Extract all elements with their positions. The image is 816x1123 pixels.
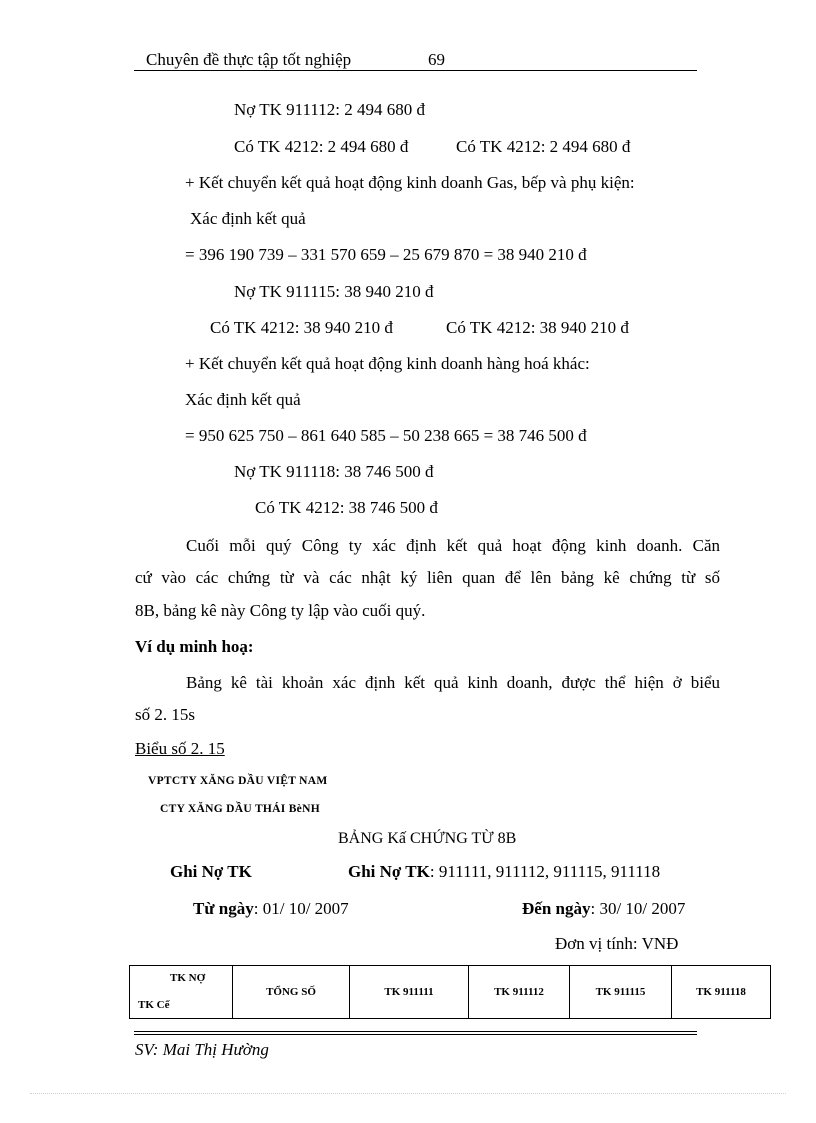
entry-line: = 396 190 739 – 331 570 659 – 25 679 870 = 38 940 210 đ — [185, 245, 587, 264]
date-from-label: Từ ngày — [193, 899, 254, 918]
entry-line: Xác định kết quả — [190, 209, 306, 228]
entry-line: + Kết chuyển kết quả hoạt động kinh doanh Gas, bếp và phụ kiện: — [185, 173, 635, 192]
table-header-cell: TK 911111 — [350, 966, 469, 1019]
form-label: Biểu số 2. 15 — [135, 739, 225, 758]
debit-accounts — [348, 862, 660, 882]
date-to-label: Đến ngày — [522, 899, 591, 918]
table-header-cell: TK 911112 — [469, 966, 570, 1019]
example-heading: Ví dụ minh hoạ: — [135, 637, 254, 656]
date-to — [522, 899, 685, 919]
date-from — [193, 899, 349, 919]
entry-line: Có TK 4212: 2 494 680 đ — [456, 137, 631, 156]
footer-author: SV: Mai Thị Hường — [135, 1040, 269, 1059]
corner-credit-label: TK Cể — [138, 999, 170, 1011]
corner-debit-label: TK NỢ — [170, 972, 206, 984]
table-corner-cell — [130, 966, 233, 1019]
date-to-value: : 30/ 10/ 2007 — [590, 899, 686, 918]
paragraph-line: cứ vào các chứng từ và các nhật ký liên quan để lên bảng kê chứng từ số — [135, 568, 720, 587]
entry-line: = 950 625 750 – 861 640 585 – 50 238 665 = 38 746 500 đ — [185, 426, 587, 445]
entry-line: Có TK 4212: 2 494 680 đ — [234, 137, 409, 156]
table-header-cell: TK 911118 — [672, 966, 771, 1019]
debit-label-left: Ghi Nợ TK — [170, 862, 252, 881]
org-name-line: CTY XĂNG DẦU THÁI BèNH — [160, 803, 320, 815]
footer-rule — [134, 1034, 697, 1035]
table-header-row — [130, 966, 771, 1019]
header-title: Chuyên đề thực tập tốt nghiệp — [146, 50, 352, 69]
paragraph-line: Bảng kê tài khoản xác định kết quả kinh doanh, được thể hiện ở biểu — [186, 673, 720, 692]
paragraph-line: 8B, bảng kê này Công ty lập vào cuối quý. — [135, 601, 426, 620]
entry-line: Có TK 4212: 38 940 210 đ — [210, 318, 393, 337]
entry-line: Có TK 4212: 38 746 500 đ — [255, 498, 438, 517]
table-header-cell: TK 911115 — [570, 966, 672, 1019]
page-number: 69 — [428, 50, 445, 69]
table-header-cell: TỔNG SỐ — [233, 966, 350, 1019]
entry-line: Nợ TK 911112: 2 494 680 đ — [234, 100, 425, 119]
debit-accounts-value: : 911111, 911112, 911115, 911118 — [429, 862, 661, 881]
paragraph-line: số 2. 15s — [135, 705, 195, 724]
voucher-table — [129, 965, 771, 1019]
entry-line: Nợ TK 911118: 38 746 500 đ — [234, 462, 434, 481]
org-name-line: VPTCTY XĂNG DẦU VIỆT NAM — [148, 775, 328, 787]
entry-line: + Kết chuyển kết quả hoạt động kinh doanh hàng hoá khác: — [185, 354, 590, 373]
paragraph-line: Cuối mỗi quý Công ty xác định kết quả hoạt động kinh doanh. Căn — [186, 536, 720, 555]
debit-label-right: Ghi Nợ TK — [348, 862, 430, 881]
entry-line: Nợ TK 911115: 38 940 210 đ — [234, 282, 434, 301]
page-edge-divider — [30, 1093, 786, 1094]
date-from-value: : 01/ 10/ 2007 — [253, 899, 349, 918]
footer-rule — [134, 1031, 697, 1032]
form-title: BẢNG Kấ CHỨNG TỪ 8B — [338, 830, 517, 847]
entry-line: Có TK 4212: 38 940 210 đ — [446, 318, 629, 337]
currency-unit: Đơn vị tính: VNĐ — [555, 934, 679, 953]
header-rule — [134, 70, 697, 71]
entry-line: Xác định kết quả — [185, 390, 301, 409]
